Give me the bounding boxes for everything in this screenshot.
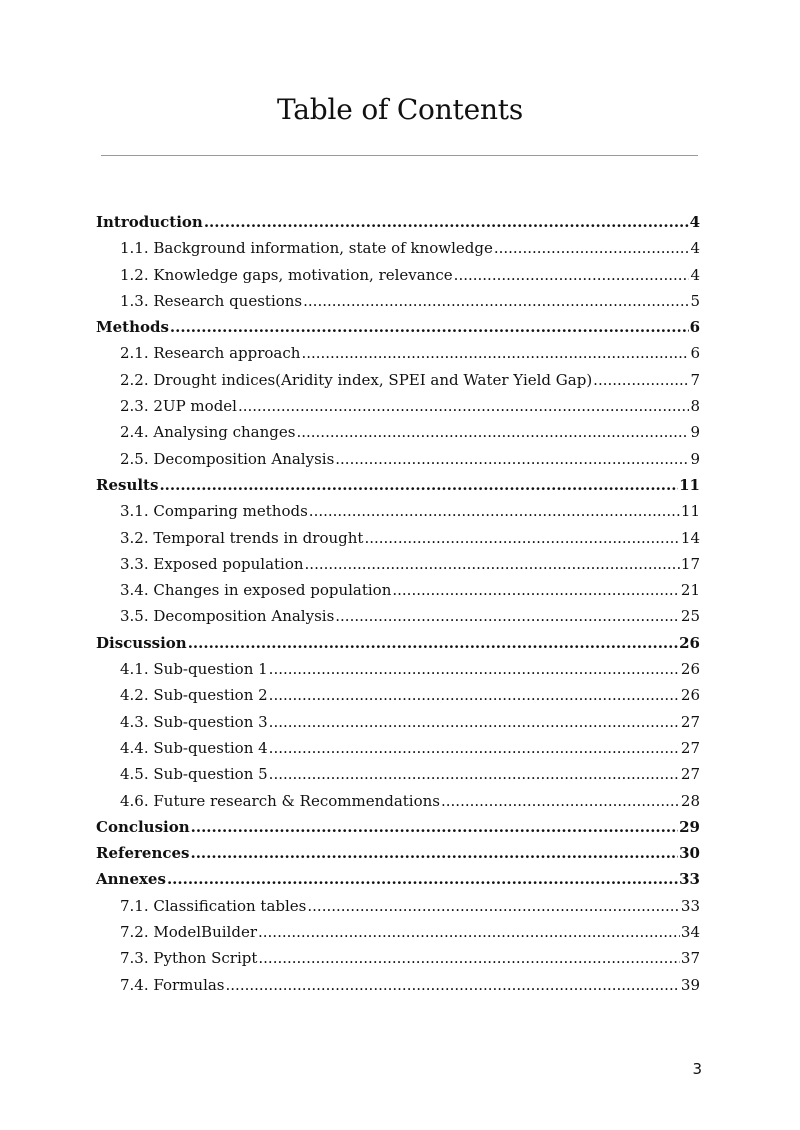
- toc-entry-page-number: 6: [690, 344, 700, 363]
- toc-entry-page-number: 8: [690, 397, 700, 416]
- toc-entry-page-number: 4: [690, 265, 700, 284]
- page-title: Table of Contents: [276, 93, 524, 126]
- toc-dot-leader: [301, 340, 689, 366]
- toc-entry-page-number: 4: [689, 213, 700, 231]
- toc-dot-leader: [190, 840, 678, 866]
- toc-section-entry[interactable]: [96, 603, 700, 629]
- toc-entry-label: References: [96, 844, 190, 863]
- toc-section-entry[interactable]: [96, 446, 700, 472]
- toc-entry-page-number: 7: [690, 370, 700, 389]
- toc-entry-label: 4.3. Sub-question 3: [120, 712, 268, 731]
- toc-entry-label: 7.2. ModelBuilder: [120, 923, 257, 942]
- toc-section-entry[interactable]: [96, 656, 700, 682]
- toc-entry-page-number: 6: [689, 318, 700, 337]
- toc-entry-page-number: 27: [680, 712, 700, 731]
- toc-entry-page-number: 11: [680, 502, 700, 521]
- toc-chapter-entry[interactable]: [96, 866, 700, 892]
- toc-entry-page-number: 5: [690, 291, 700, 310]
- toc-dot-leader: [204, 209, 689, 235]
- toc-entry-label: Annexes: [96, 870, 166, 889]
- toc-dot-leader: [269, 656, 680, 682]
- toc-entry-label: 7.1. Classification tables: [120, 896, 307, 915]
- toc-section-entry[interactable]: [96, 761, 700, 787]
- toc-section-entry[interactable]: [96, 525, 700, 551]
- toc-entry-label: 4.4. Sub-question 4: [120, 738, 268, 757]
- toc-entry-label: 2.3. 2UP model: [120, 397, 237, 416]
- toc-section-entry[interactable]: [96, 367, 700, 393]
- toc-section-entry[interactable]: [96, 735, 700, 761]
- toc-entry-label: 1.2. Knowledge gaps, motivation, relevance: [120, 265, 453, 284]
- toc-section-entry[interactable]: [96, 551, 700, 577]
- toc-section-entry[interactable]: [96, 709, 700, 735]
- toc-dot-leader: [269, 682, 680, 708]
- toc-section-entry[interactable]: [96, 340, 700, 366]
- toc-entry-page-number: 26: [679, 633, 700, 652]
- toc-section-entry[interactable]: [96, 262, 700, 288]
- toc-entry-label: 3.3. Exposed population: [120, 554, 304, 573]
- toc-dot-leader: [364, 525, 679, 551]
- toc-dot-leader: [296, 419, 689, 445]
- toc-section-entry[interactable]: [96, 972, 700, 998]
- toc-entry-page-number: 27: [680, 765, 700, 784]
- toc-entry-label: 2.5. Decomposition Analysis: [120, 449, 335, 468]
- toc-entry-page-number: 14: [680, 528, 700, 547]
- toc-entry-page-number: 29: [679, 817, 700, 836]
- toc-entry-page-number: 28: [680, 791, 700, 810]
- toc-entry-label: 3.4. Changes in exposed population: [120, 581, 392, 600]
- toc-dot-leader: [305, 551, 680, 577]
- toc-entry-label: 4.1. Sub-question 1: [120, 660, 268, 679]
- toc-chapter-entry[interactable]: [96, 814, 700, 840]
- toc-dot-leader: [494, 235, 690, 261]
- toc-entry-page-number: 37: [680, 949, 700, 968]
- toc-entry-page-number: 21: [680, 581, 700, 600]
- toc-entry-page-number: 17: [680, 554, 700, 573]
- toc-dot-leader: [441, 788, 680, 814]
- toc-dot-leader: [269, 735, 680, 761]
- toc-entry-label: 7.4. Formulas: [120, 975, 225, 994]
- toc-entry-page-number: 9: [690, 449, 700, 468]
- toc-chapter-entry[interactable]: [96, 314, 700, 340]
- toc-dot-leader: [303, 288, 689, 314]
- toc-dot-leader: [258, 919, 680, 945]
- toc-entry-page-number: 25: [680, 607, 700, 626]
- toc-entry-page-number: 34: [680, 923, 700, 942]
- toc-entry-label: 4.2. Sub-question 2: [120, 686, 268, 705]
- toc-section-entry[interactable]: [96, 393, 700, 419]
- toc-section-entry[interactable]: [96, 419, 700, 445]
- toc-dot-leader: [307, 893, 680, 919]
- toc-dot-leader: [335, 446, 689, 472]
- toc-entry-label: Methods: [96, 318, 169, 337]
- toc-section-entry[interactable]: [96, 498, 700, 524]
- toc-entry-page-number: 39: [680, 975, 700, 994]
- toc-dot-leader: [309, 498, 680, 524]
- toc-section-entry[interactable]: [96, 235, 700, 261]
- toc-entry-page-number: 33: [679, 870, 700, 889]
- toc-entry-label: 1.3. Research questions: [120, 291, 303, 310]
- table-of-contents: [96, 209, 700, 998]
- toc-dot-leader: [269, 761, 680, 787]
- toc-dot-leader: [258, 945, 680, 971]
- toc-entry-label: Discussion: [96, 633, 187, 652]
- toc-section-entry[interactable]: [96, 288, 700, 314]
- title-divider: [101, 155, 698, 156]
- toc-dot-leader: [170, 314, 689, 340]
- toc-chapter-entry[interactable]: [96, 209, 700, 235]
- toc-entry-label: 1.1. Background information, state of knowledge: [120, 239, 493, 258]
- toc-section-entry[interactable]: [96, 577, 700, 603]
- toc-entry-label: 4.6. Future research & Recommendations: [120, 791, 440, 810]
- toc-dot-leader: [269, 709, 680, 735]
- toc-entry-page-number: 9: [690, 423, 700, 442]
- toc-section-entry[interactable]: [96, 682, 700, 708]
- toc-entry-page-number: 26: [680, 686, 700, 705]
- toc-entry-label: 2.1. Research approach: [120, 344, 301, 363]
- toc-entry-label: 3.2. Temporal trends in drought: [120, 528, 364, 547]
- toc-entry-page-number: 33: [680, 896, 700, 915]
- toc-dot-leader: [454, 262, 690, 288]
- toc-dot-leader: [159, 472, 678, 498]
- toc-entry-label: 4.5. Sub-question 5: [120, 765, 268, 784]
- toc-dot-leader: [167, 866, 678, 892]
- toc-entry-page-number: 30: [679, 844, 700, 863]
- toc-section-entry[interactable]: [96, 945, 700, 971]
- toc-chapter-entry[interactable]: [96, 630, 700, 656]
- toc-dot-leader: [238, 393, 689, 419]
- toc-dot-leader: [191, 814, 678, 840]
- toc-dot-leader: [335, 603, 680, 629]
- toc-dot-leader: [226, 972, 680, 998]
- toc-entry-page-number: 4: [690, 239, 700, 258]
- toc-entry-label: 2.4. Analysing changes: [120, 423, 296, 442]
- toc-entry-page-number: 26: [680, 660, 700, 679]
- toc-entry-label: 2.2. Drought indices(Aridity index, SPEI and Water Yield Gap): [120, 370, 593, 389]
- toc-chapter-entry[interactable]: [96, 472, 700, 498]
- toc-dot-leader: [392, 577, 680, 603]
- toc-entry-page-number: 27: [680, 738, 700, 757]
- toc-entry-label: 7.3. Python Script: [120, 949, 258, 968]
- toc-section-entry[interactable]: [96, 893, 700, 919]
- page-number: 3: [692, 1060, 702, 1078]
- toc-entry-label: Introduction: [96, 213, 203, 231]
- toc-section-entry[interactable]: [96, 788, 700, 814]
- toc-entry-label: Conclusion: [96, 817, 190, 836]
- toc-chapter-entry[interactable]: [96, 840, 700, 866]
- toc-entry-label: 3.1. Comparing methods: [120, 502, 308, 521]
- toc-dot-leader: [593, 367, 689, 393]
- toc-dot-leader: [188, 630, 678, 656]
- toc-section-entry[interactable]: [96, 919, 700, 945]
- toc-entry-label: Results: [96, 475, 159, 494]
- toc-entry-page-number: 11: [679, 475, 700, 494]
- toc-entry-label: 3.5. Decomposition Analysis: [120, 607, 335, 626]
